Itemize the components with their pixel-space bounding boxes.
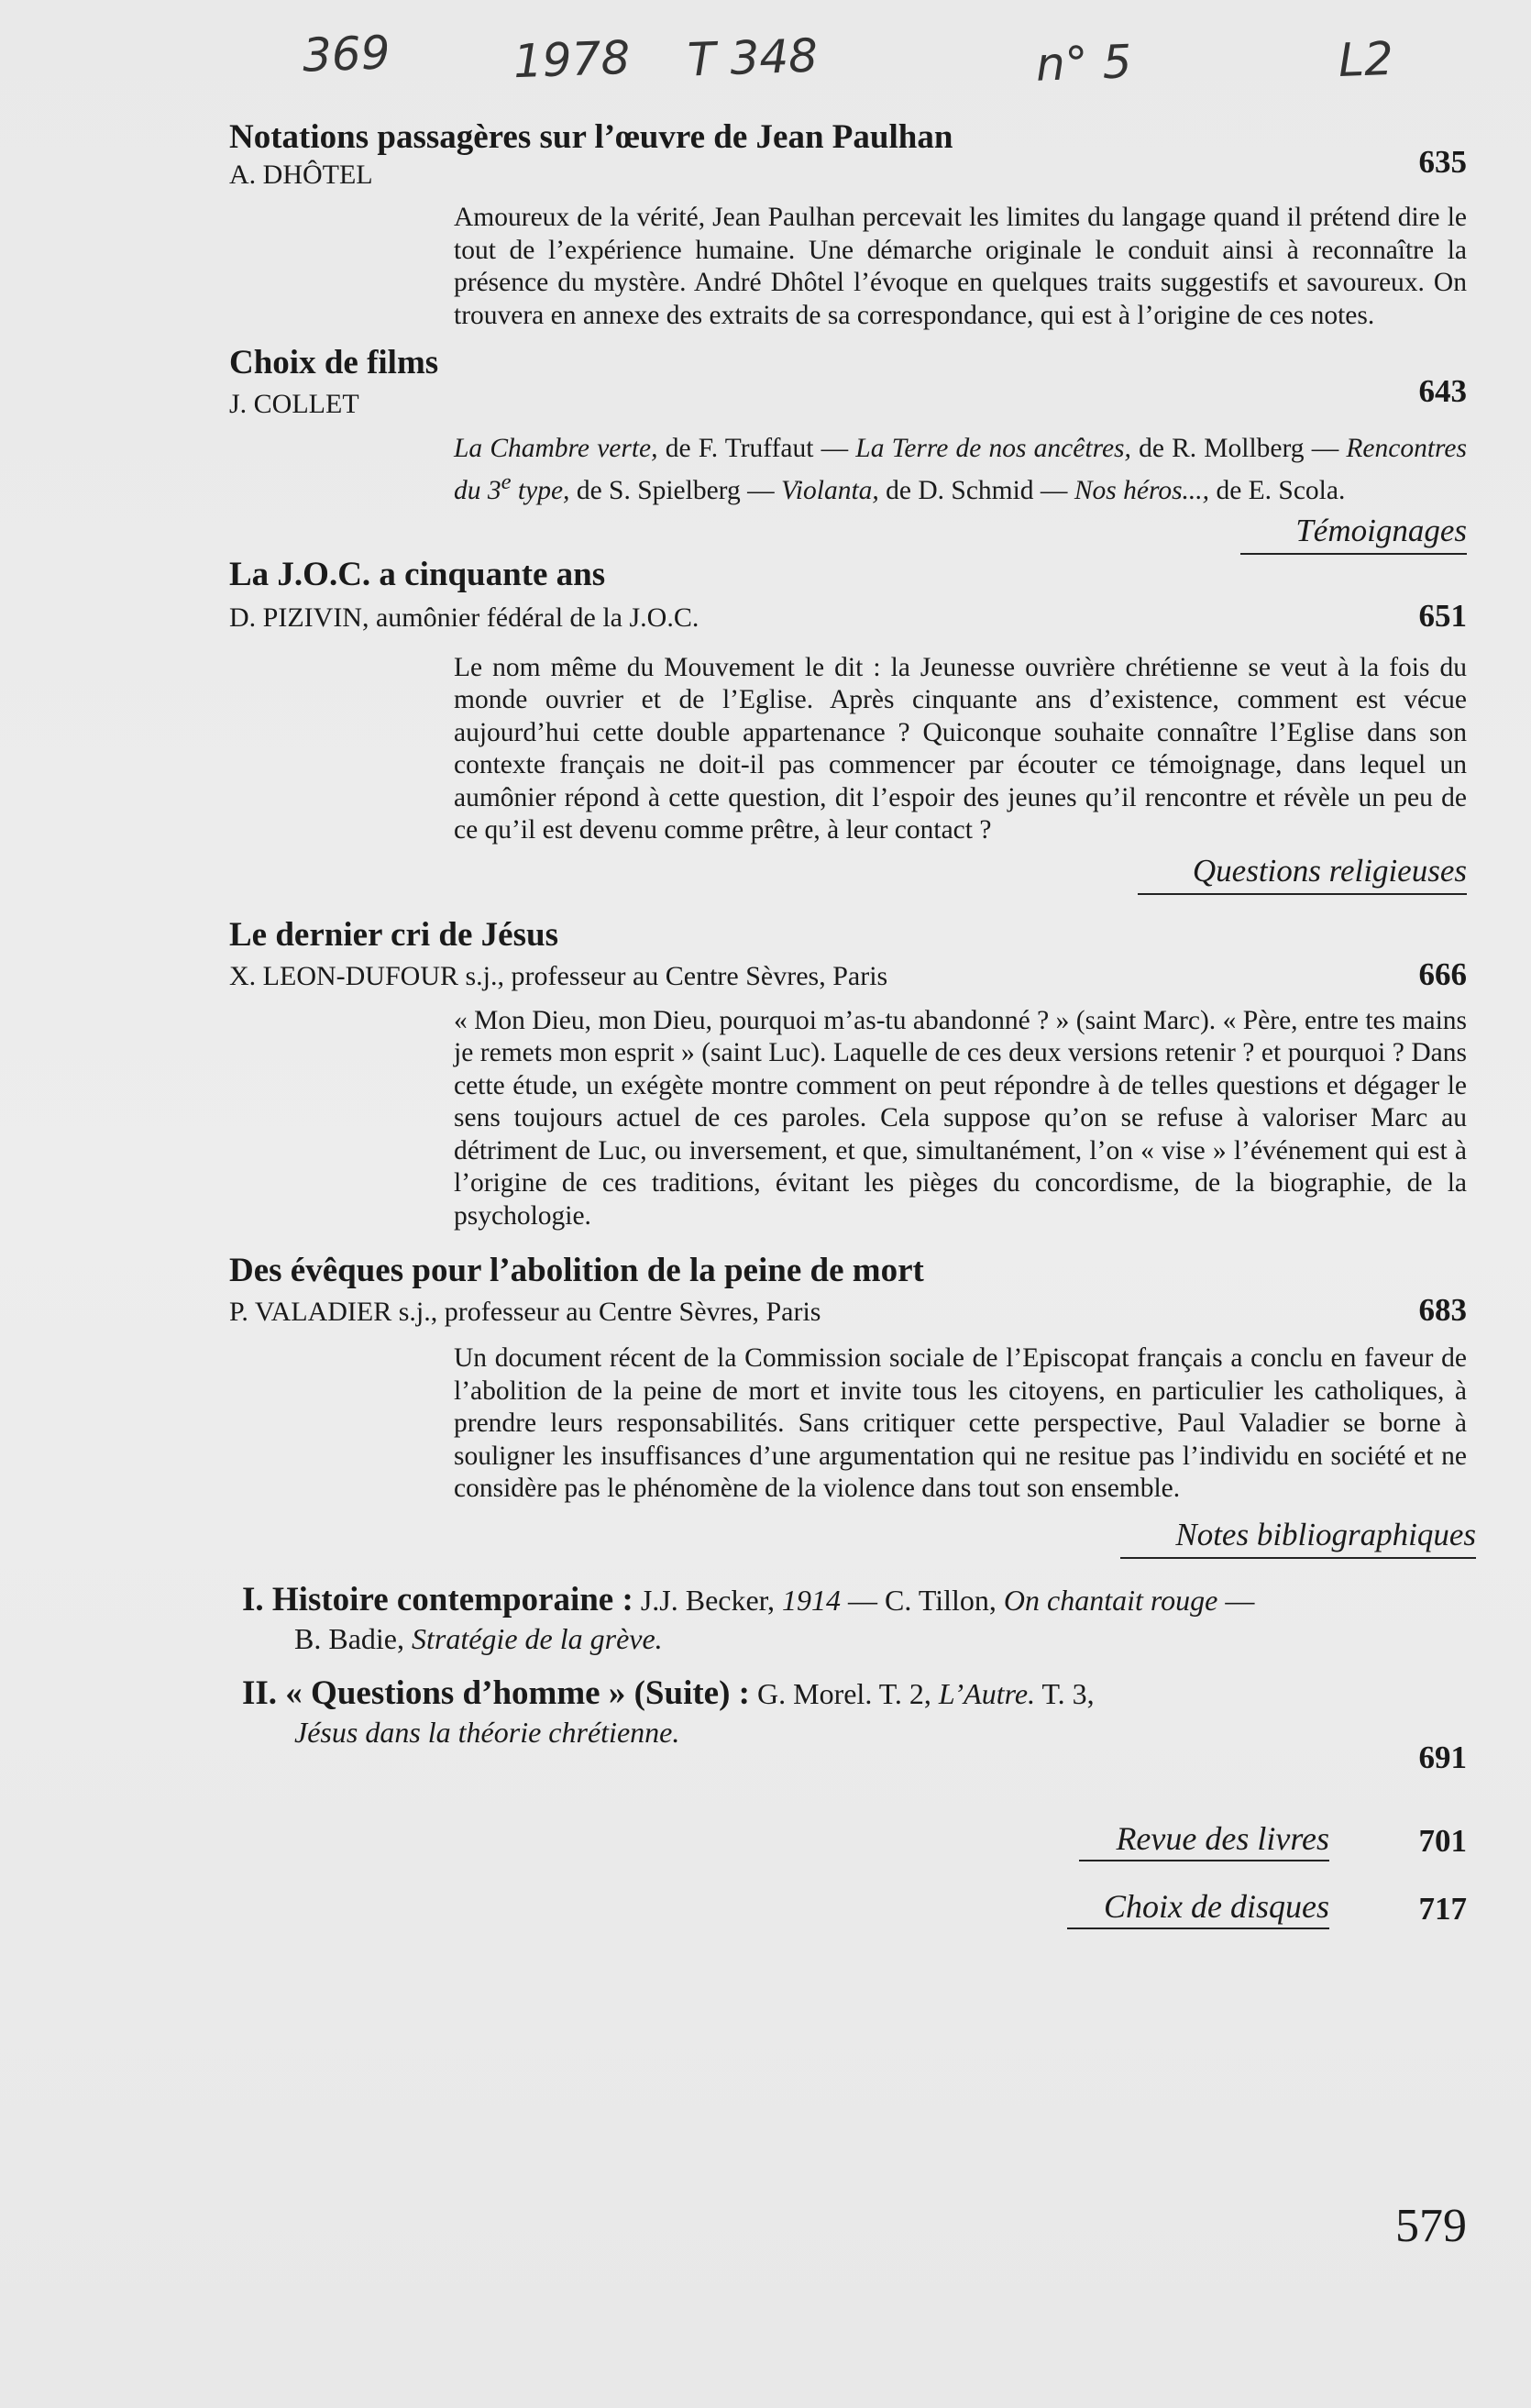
note-heading: I. Histoire contemporaine : (242, 1580, 633, 1618)
note-text: J.J. Becker, (633, 1583, 783, 1617)
film-title-sup: e (501, 469, 512, 494)
article-author-row (229, 373, 1467, 422)
article-title: Choix de films (229, 344, 439, 381)
article-title: La J.O.C. a cinquante ans (229, 555, 606, 593)
film-director: de R. Mollberg — (1130, 434, 1347, 463)
article-summary: Un document récent de la Commission sociale de l’Episcopat français a conclu en faveur de l’abolition de la peine de mort et invite tous les citoyens, en particulier les catholiques, à prendre leurs responsabilités. Sans critiquer cette perspective, Paul Valadier se borne à souligner les insuffisances d’une argumentation qui ne resitue pas l’individu en société et ne considère pas le phénomène de la violence dans tout son ensemble. (454, 1343, 1467, 1504)
film-director: de E. Scola. (1209, 475, 1346, 505)
article-author-row (229, 1292, 1467, 1330)
section-heading (229, 511, 1467, 555)
handwritten-note: 369 (302, 26, 391, 83)
film-list (454, 433, 1467, 507)
section-heading-text: Notes bibliographiques (1120, 1515, 1476, 1559)
section-page: 701 (1418, 1822, 1467, 1859)
article-page: 666 (1418, 955, 1467, 992)
section-heading-text: Questions religieuses (1138, 851, 1467, 895)
article-author: J. COLLET (229, 389, 359, 419)
note-entry-continued (242, 1713, 1467, 1775)
note-text: — (1217, 1583, 1255, 1617)
toc-entry (229, 555, 1467, 847)
film-title: Violanta, (780, 475, 879, 505)
article-summary: Le nom même du Mouvement le dit : la Jeunesse ouvrière chrétienne se veut à la fois du monde ouvrier et de l’Eglise. Après cinquante ans d’existence, comment est vécue aujourd’hui cette double appartenance ? Quiconque souhaite connaître l’Eglise dans son contexte français ne doit-il pas commencer par écouter ce témoignage, dans lequel un aumônier répond à cette question, dit l’espoir des jeunes qu’il rencontre et révèle un peu de ce qu’il est devenu comme prêtre, à leur contact ? (454, 652, 1467, 845)
article-author-row (229, 144, 1467, 193)
note-entry (242, 1674, 1467, 1713)
note-text: G. Morel. T. 2, (750, 1676, 939, 1710)
article-author: X. LEON-DUFOUR s.j., professeur au Centre Sèvres, Paris (229, 960, 888, 991)
section-page: 717 (1418, 1890, 1467, 1927)
handwritten-note: 1978 (512, 30, 632, 89)
section-heading (229, 1515, 1476, 1559)
handwritten-note: T 348 (687, 28, 819, 87)
section-heading-text: Témoignages (1240, 511, 1467, 555)
note-heading: II. « Questions d’homme » (Suite) : (242, 1673, 750, 1712)
article-page: 683 (1418, 1292, 1467, 1329)
section-heading-text: Choix de disques (1067, 1887, 1329, 1929)
article-page: 651 (1418, 597, 1467, 634)
article-author: P. VALADIER s.j., professeur au Centre Sèvres, Paris (229, 1297, 821, 1328)
handwritten-note: L2 (1338, 31, 1394, 88)
film-title: type, (511, 475, 570, 505)
article-author-row (229, 597, 1467, 635)
page-number: 579 (1395, 2200, 1467, 2252)
note-text: T. 3, (1035, 1676, 1095, 1710)
toc-row-disques (229, 1871, 1467, 1935)
film-title: La Chambre verte, (454, 434, 658, 463)
article-title: Des évêques pour l’abolition de la peine de mort (229, 1252, 924, 1290)
film-director: de D. Schmid — (878, 475, 1074, 505)
film-director: de S. Spielberg — (569, 475, 781, 505)
toc-row-revue (229, 1803, 1467, 1867)
note-title: On chantait rouge (1003, 1583, 1218, 1617)
notes-list (242, 1580, 1467, 1775)
note-entry (242, 1581, 1467, 1619)
toc-entry (229, 1251, 1467, 1506)
article-author: A. DHÔTEL (229, 160, 373, 190)
note-title: 1914 (782, 1583, 842, 1617)
note-title: L’Autre. (938, 1676, 1036, 1710)
article-title: Notations passagères sur l’œuvre de Jean Paulhan (229, 118, 953, 156)
section-heading (229, 851, 1467, 895)
note-title: Jésus dans la théorie chrétienne. (294, 1715, 680, 1749)
table-of-contents (229, 117, 1476, 1935)
note-entry-continued (242, 1619, 1467, 1658)
section-heading-text: Revue des livres (1079, 1819, 1329, 1861)
film-title: Rencontres du 3 (454, 434, 1467, 505)
toc-entry (229, 915, 1467, 1233)
note-text: — C. Tillon, (841, 1583, 1004, 1617)
article-author-row (229, 955, 1467, 994)
article-summary: Amoureux de la vérité, Jean Paulhan percevait les limites du langage quand il prétend dire le tout de l’expérience humaine. Une démarche originale le conduit ainsi à reconnaître la présence du mystère. André Dhôtel l’évoque en quelques traits suggestifs et savoureux. On trouvera en annexe des extraits de sa correspondance, qui est à l’origine de ces notes. (454, 203, 1467, 330)
film-title: Nos héros..., (1074, 475, 1210, 505)
note-title: Stratégie de la grève. (411, 1621, 663, 1655)
toc-entry (229, 343, 1467, 507)
article-summary: « Mon Dieu, mon Dieu, pourquoi m’as-tu abandonné ? » (saint Marc). « Père, entre tes mains je remets mon esprit » (saint Luc). Laquelle de ces deux versions retenir ? et pourquoi ? Dans cette étude, un exégète montre comment on peut répondre à de telles questions et dégager le sens toujours actuel de ces paroles. Cela suppose qu’on se refuse à valoriser Marc au détriment de Luc, ou inversement, et que, simultanément, l’on « vise » l’événement qui est à l’origine de ces traditions, évitant les pièges du concordisme, de la biographie, de la psychologie. (454, 1005, 1467, 1231)
film-title: La Terre de nos ancêtres, (855, 434, 1131, 463)
handwritten-note: n° 5 (1035, 35, 1133, 92)
article-page: 635 (1418, 144, 1467, 180)
note-text: B. Badie, (294, 1621, 412, 1655)
article-author: D. PIZIVIN, aumônier fédéral de la J.O.C. (229, 602, 699, 633)
toc-entry (229, 117, 1467, 332)
article-page: 643 (1418, 373, 1467, 409)
article-title: Le dernier cri de Jésus (229, 915, 558, 954)
note-page: 691 (1418, 1739, 1467, 1775)
film-director: de F. Truffaut — (657, 434, 856, 463)
